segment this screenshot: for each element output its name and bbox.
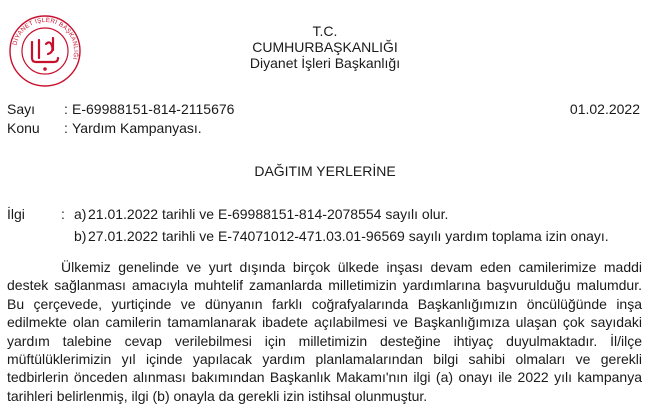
reference-text: 21.01.2022 tarihli ve E-69988151-814-2078554 sayılı olur.: [88, 206, 449, 222]
ilgi-colon: :: [61, 206, 65, 222]
reference-text: 27.01.2022 tarihli ve E-74071012-471.03.01-96569 sayılı yardım toplama izin onayı.: [88, 228, 609, 244]
ilgi-label: İlgi: [7, 206, 25, 222]
distribution-heading: DAĞITIM YERLERİNE: [254, 163, 396, 179]
konu-label: Konu: [7, 120, 40, 136]
document-body: [7, 258, 642, 405]
konu-colon: :: [64, 120, 68, 136]
logo-ring-text: DİYANET İŞLERİ BAŞKANLIĞI: [11, 16, 80, 61]
sayi-value: E-69988151-814-2115676: [72, 101, 235, 117]
body-paragraph: Ülkemiz genelinde ve yurt dışında birçok ülkede inşası devam eden camilerimize maddi destek sağlanması amacıyla muhtelif zamanlarda milletimizin yardımlarına başvurulduğu malumdur. Bu çerçevede, yurtiçinde ve dünyanın farklı coğrafyalarında Başkanlığımızın öncülüğünde inşa edilmekte olan camilerin tamamlanarak ibadete açılabilmesi ve Başkanlığımıza ulaşan çok sayıdaki yardım talebine cevap verilebilmesi için milletimizin desteğine ihtiyaç duyulmaktadır. İl/ilçe müftülüklerimizin yıl içinde yapılacak yardım planlamalarından bilgi sahibi olmaları ve gerekli tedbirlerin önceden alınması bakımından Başkanlık Makamı'nın ilgi (a) onayı ile 2022 yılı kampanya tarihleri belirlenmiş, ilgi (b) onayla da gerekli izin istihsal olunmuştur.: [7, 259, 642, 404]
reference-marker: b): [74, 228, 87, 244]
reference-item-a: [74, 206, 448, 223]
header-institution: Diyanet İşleri Başkanlığı: [249, 55, 401, 71]
header-presidency: CUMHURBAŞKANLIĞI: [252, 39, 398, 55]
header-tc: T.C.: [312, 23, 338, 39]
reference-item-b: [74, 228, 609, 245]
konu-value: Yardım Kampanyası.: [72, 120, 202, 136]
document-date: 01.02.2022: [569, 101, 640, 117]
reference-marker: a): [74, 206, 87, 222]
sayi-colon: :: [64, 101, 68, 117]
sayi-label: Sayı: [7, 101, 36, 117]
